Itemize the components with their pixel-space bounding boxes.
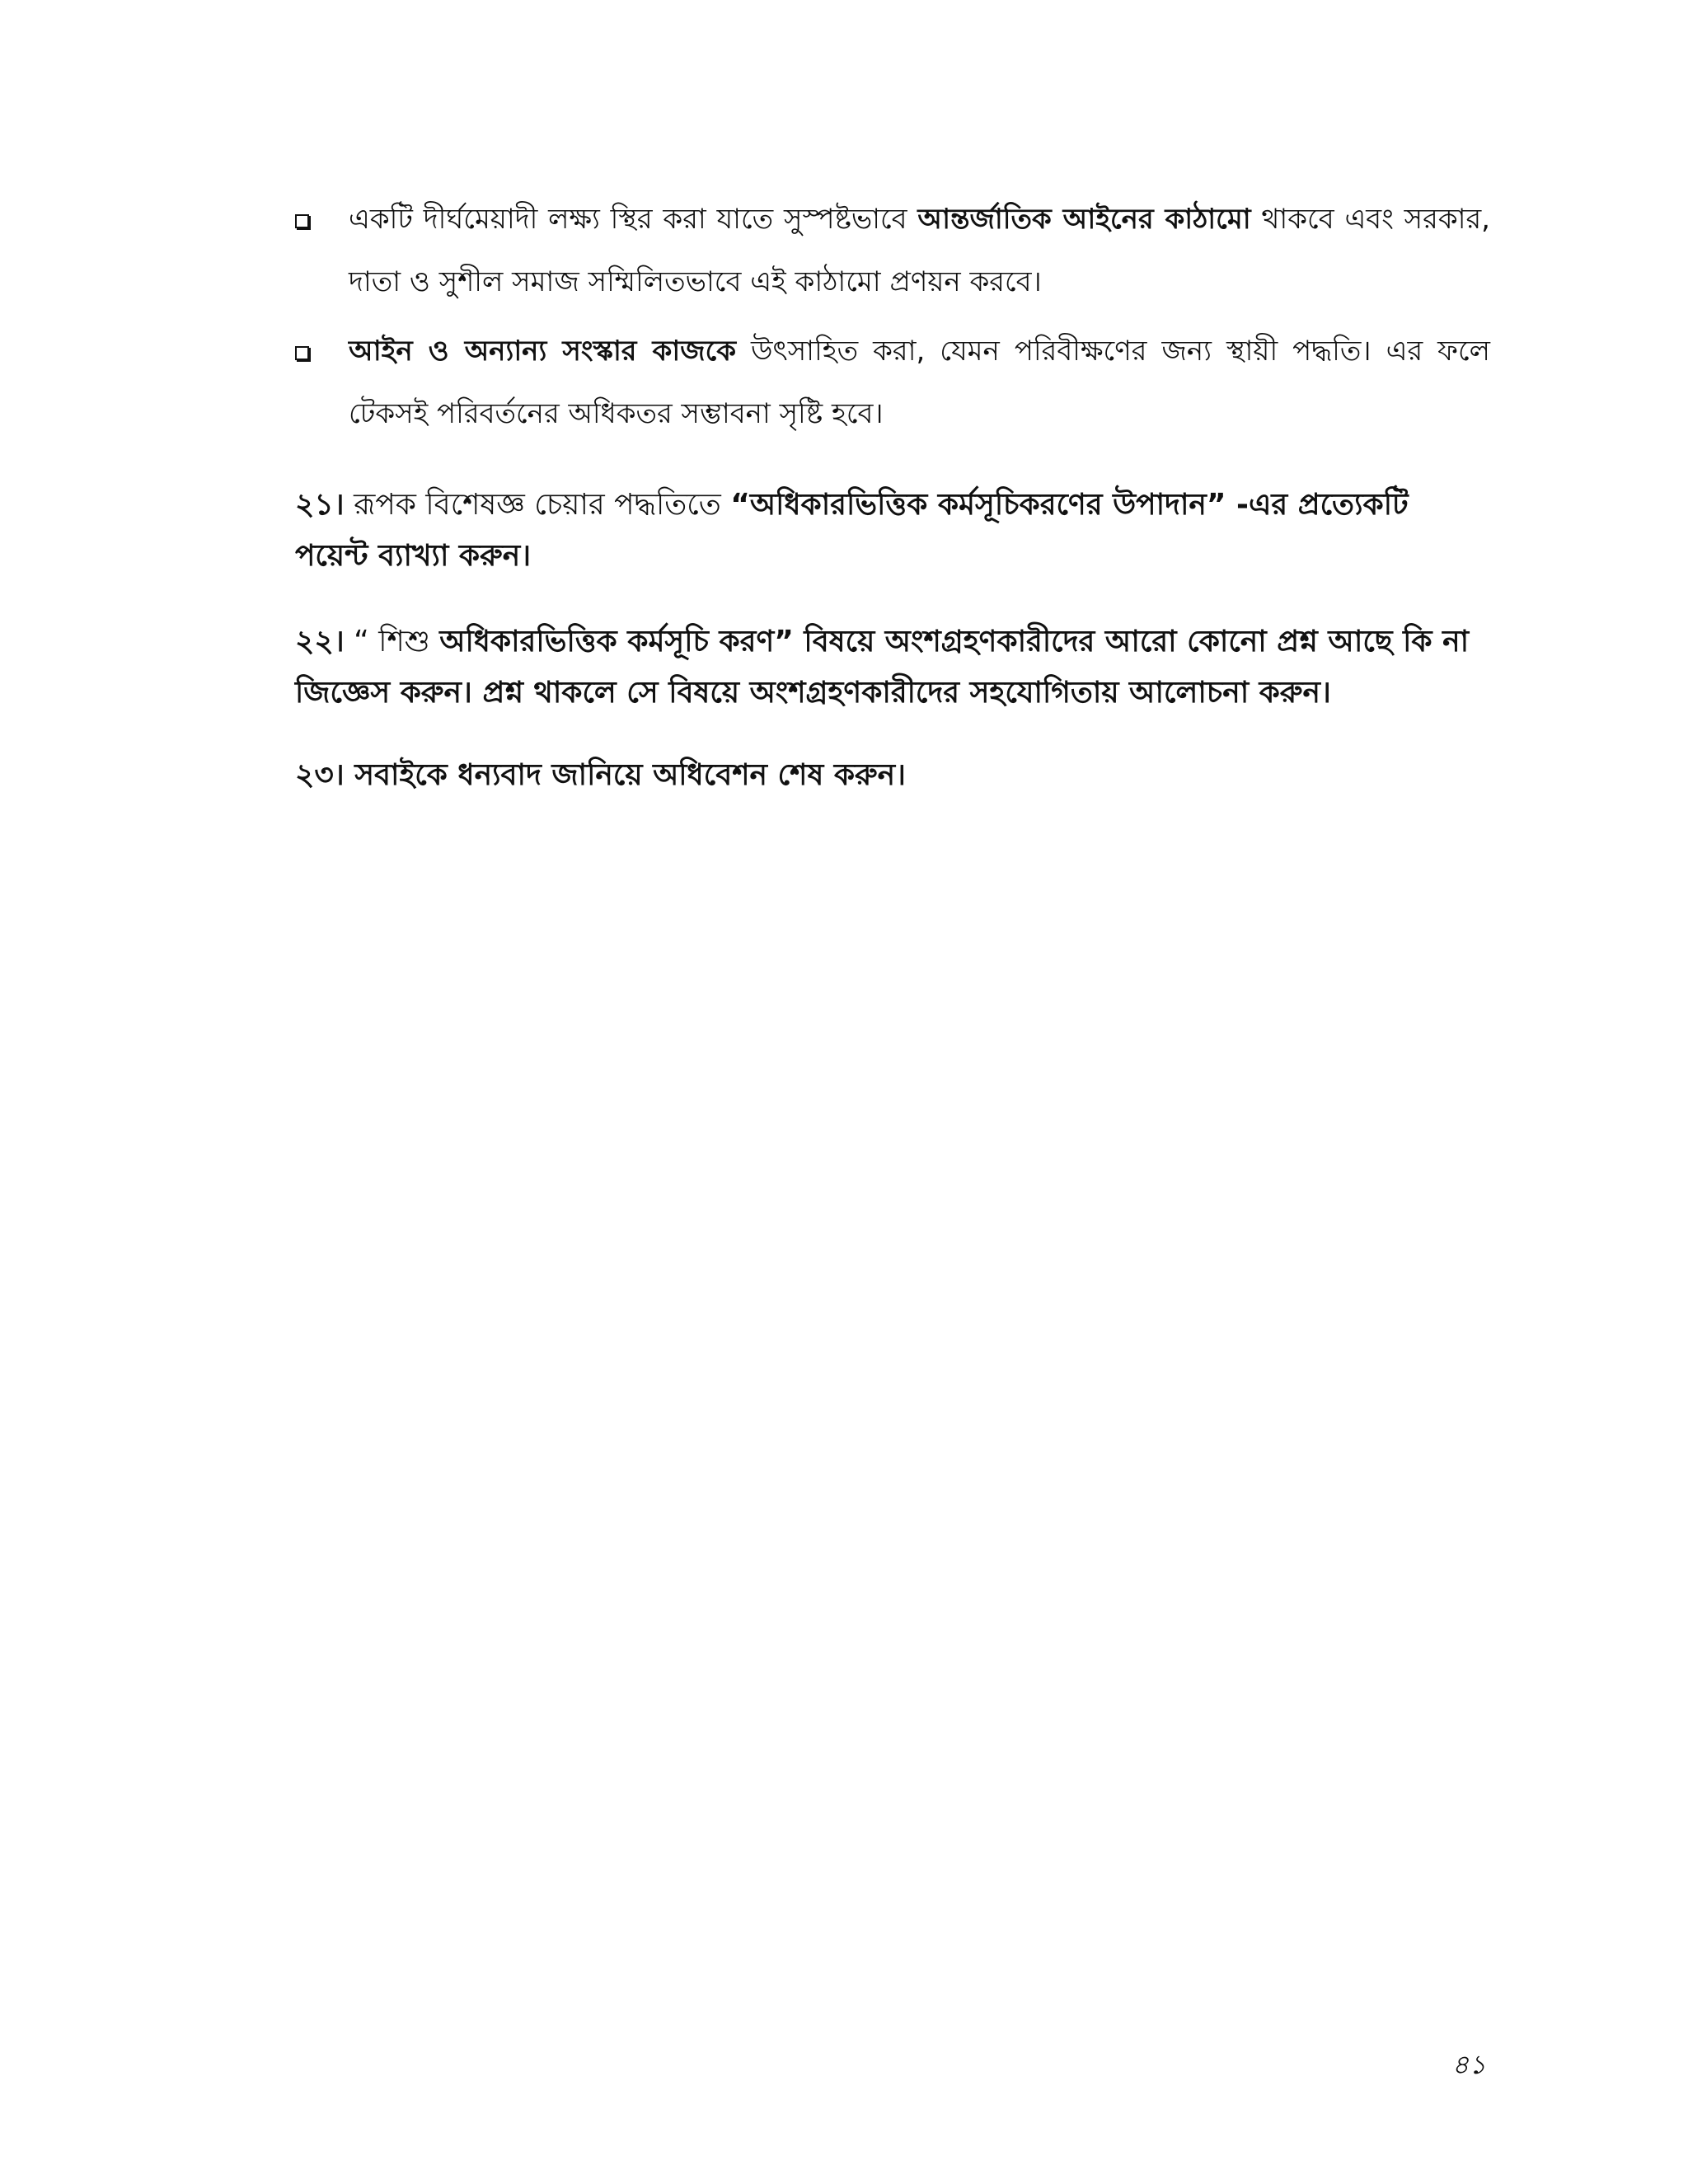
bullet-text-bold: আন্তর্জাতিক আইনের কাঠামো — [917, 203, 1251, 236]
bullet-text-normal: থাকবে এবং সরকার, দাতা ও সুশীল সমাজ সম্মিলিতভাবে এই কাঠামো প্রণয়ন করবে। — [349, 203, 1490, 298]
checkbox-bullet-icon — [295, 214, 309, 228]
bullet-text-1 — [349, 188, 1490, 313]
bullet-text-bold: আইন ও অন্যান্য সংস্কার কাজকে — [349, 335, 737, 368]
bullet-item-2 — [295, 320, 1490, 445]
checkbox-bullet-icon — [295, 346, 309, 360]
bullet-text-2 — [349, 320, 1490, 445]
item-number: ২২। — [295, 625, 345, 658]
item-text-bold: অধিকারভিত্তিক কর্মসূচি করণ” বিষয়ে অংশগ্রহণকারীদের আরো কোনো প্রশ্ন আছে কি না জিজ্ঞেস করুন। প্রশ্ন থাকলে সে বিষয়ে অংশগ্রহণকারীদের সহযোগিতায় আলোচনা করুন। — [295, 625, 1470, 710]
item-text-normal: রূপক বিশেষজ্ঞ চেয়ার পদ্ধতিতে — [344, 488, 731, 522]
instruction-item-22 — [295, 616, 1490, 719]
item-text-bold: সবাইকে ধন্যবাদ জানিয়ে অধিবেশন শেষ করুন। — [344, 758, 907, 792]
item-number: ২৩। — [295, 758, 345, 792]
bullet-item-1 — [295, 188, 1490, 313]
bullet-text-normal: উৎসাহিত করা, যেমন পরিবীক্ষণের জন্য স্থায়ী পদ্ধতি। এর ফলে টেকসই পরিবর্তনের অধিকতর সম্ভাবনা সৃষ্টি হবে। — [349, 335, 1490, 430]
item-number: ২১। — [295, 488, 345, 522]
instruction-item-23 — [295, 750, 1490, 801]
bullet-text-normal: একটি দীর্ঘমেয়াদী লক্ষ্য স্থির করা যাতে সুস্পষ্টভাবে — [349, 203, 918, 236]
page-number: ৪১ — [1451, 2049, 1486, 2080]
item-text-bold: “অধিকারভিত্তিক কর্মসূচিকরণের উপাদান” -এর প্রত্যেকটি পয়েন্ট ব্যাখ্যা করুন। — [295, 488, 1409, 573]
item-text-normal: “ শিশু — [344, 625, 440, 658]
instruction-item-21 — [295, 480, 1490, 582]
